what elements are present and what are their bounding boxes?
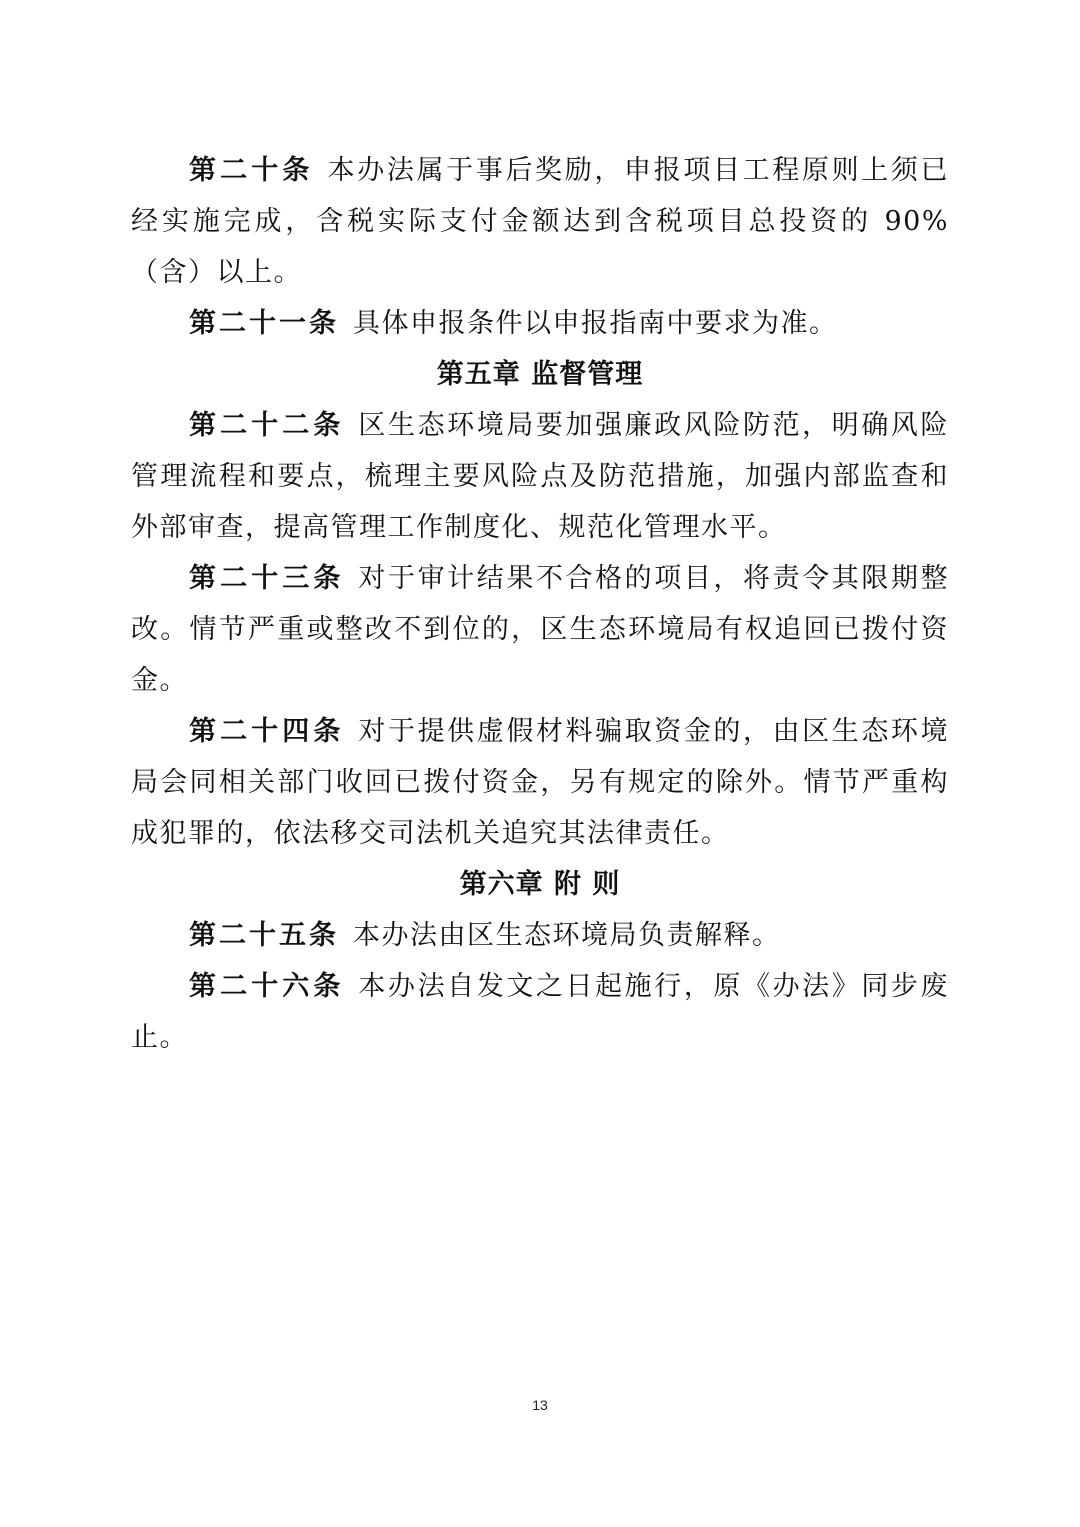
article-23 xyxy=(131,553,949,706)
article-text: 对于提供虚假材料骗取资金的，由区生态环境局会同相关部门收回已拨付资金，另有规定的除外。情节严重构成犯罪的，依法移交司法机关追究其法律责任。 xyxy=(131,716,950,849)
article-21 xyxy=(131,298,949,349)
article-text: 本办法自发文之日起施行，原《办法》同步废止。 xyxy=(131,971,950,1053)
article-26 xyxy=(131,961,949,1063)
article-20 xyxy=(131,145,949,298)
article-number: 第二十四条 xyxy=(189,716,345,747)
article-number: 第二十六条 xyxy=(189,971,345,1002)
article-number: 第二十一条 xyxy=(189,308,339,339)
article-25 xyxy=(131,910,949,961)
article-text: 本办法属于事后奖励，申报项目工程原则上须已经实施完成，含税实际支付金额达到含税项目总投资的 90%（含）以上。 xyxy=(131,155,950,288)
article-text: 对于审计结果不合格的项目，将责令其限期整改。情节严重或整改不到位的，区生态环境局有权追回已拨付资金。 xyxy=(131,563,950,696)
chapter-heading-5: 第五章 监督管理 xyxy=(436,359,644,390)
article-number: 第二十二条 xyxy=(189,410,345,441)
article-24 xyxy=(131,706,949,859)
article-text: 具体申报条件以申报指南中要求为准。 xyxy=(353,308,838,339)
article-text: 区生态环境局要加强廉政风险防范，明确风险管理流程和要点，梳理主要风险点及防范措施，加强内部监查和外部审查，提高管理工作制度化、规范化管理水平。 xyxy=(131,410,950,543)
article-number: 第二十三条 xyxy=(189,563,345,594)
chapter-heading-6: 第六章 附 则 xyxy=(459,869,621,900)
article-number: 第二十条 xyxy=(189,155,314,186)
article-22 xyxy=(131,400,949,553)
document-body xyxy=(131,145,949,1063)
article-text: 本办法由区生态环境局负责解释。 xyxy=(353,920,781,951)
page-number: 13 xyxy=(532,1397,548,1413)
article-number: 第二十五条 xyxy=(189,920,339,951)
